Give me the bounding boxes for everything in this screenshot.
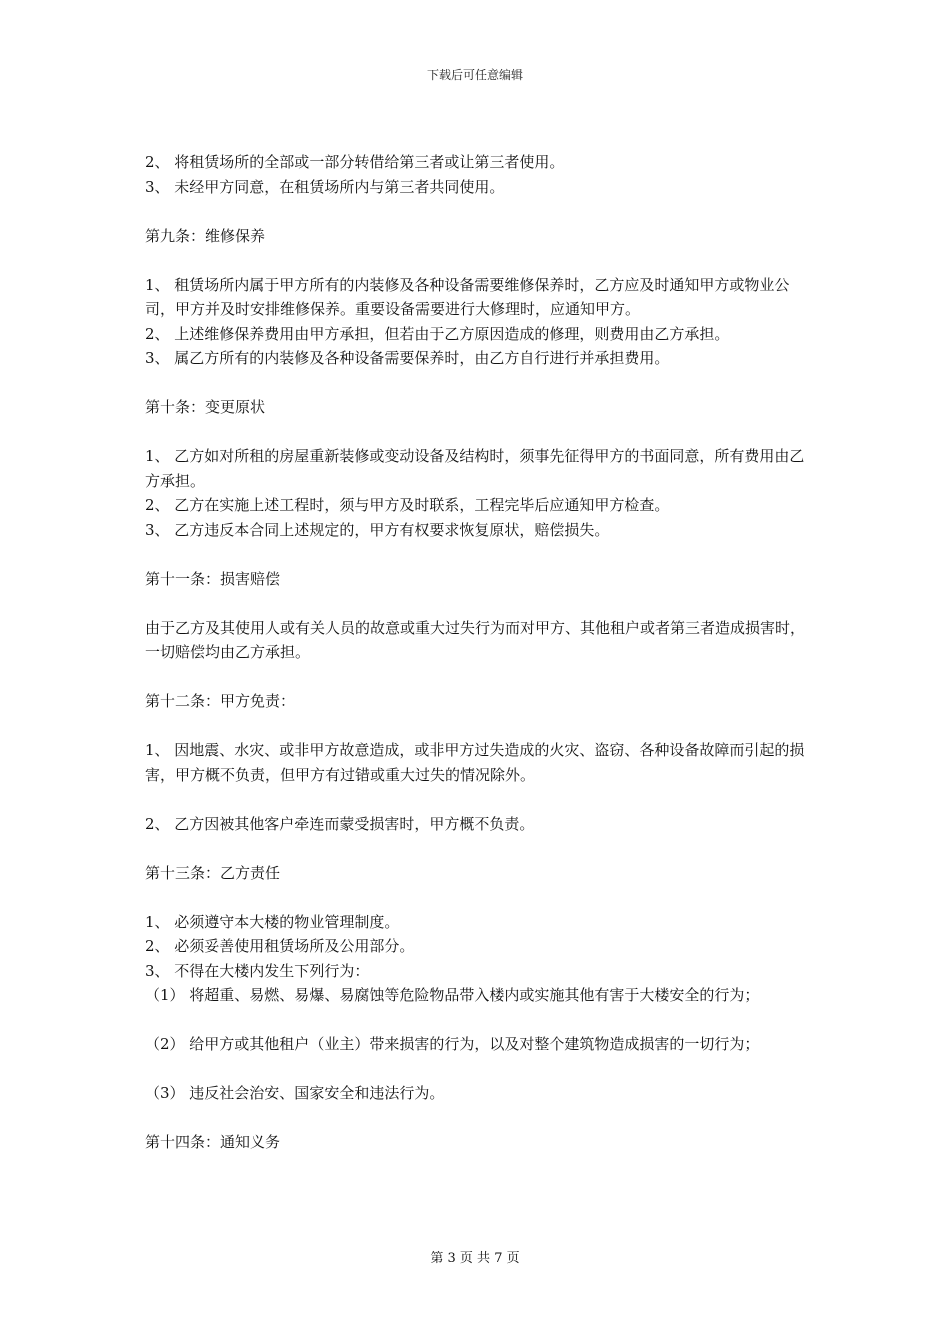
paragraph: 3、 属乙方所有的内装修及各种设备需要保养时，由乙方自行进行并承担费用。 [145, 349, 670, 367]
paragraph: 2、 上述维修保养费用由甲方承担，但若由于乙方原因造成的修理，则费用由乙方承担。 [145, 324, 730, 343]
paragraph-spacer [145, 1106, 810, 1131]
paragraph: （3） 违反社会治安、国家安全和违法行为。 [145, 1084, 445, 1102]
paragraph-spacer [145, 1057, 810, 1082]
paragraph: （2） 给甲方或其他租户（业主）带来损害的行为，以及对整个建筑物造成损害的一切行为； [145, 1035, 760, 1053]
paragraph: 2、 必须妥善使用租赁场所及公用部分。 [145, 937, 415, 955]
paragraph: 3、 乙方违反本合同上述规定的，甲方有权要求恢复原状，赔偿损失。 [145, 520, 610, 539]
paragraph-spacer [145, 591, 810, 616]
paragraph-spacer [145, 665, 810, 690]
paragraph-spacer [145, 836, 810, 861]
paragraph: 由于乙方及其使用人或有关人员的故意或重大过失行为而对甲方、其他租户或者第三者造成损害时，一切赔偿均由乙方承担。 [145, 618, 806, 661]
paragraph-spacer [145, 787, 810, 812]
paragraph: 2、 乙方因被其他客户牵连而蒙受损害时，甲方概不负责。 [145, 814, 535, 833]
paragraph-spacer [145, 248, 810, 273]
paragraph-spacer [145, 542, 810, 567]
section-heading: 第九条：维修保养 [145, 226, 266, 245]
paragraph-spacer [145, 714, 810, 739]
paragraph: 2、 将租赁场所的全部或一部分转借给第三者或让第三者使用。 [145, 153, 565, 171]
section-heading: 第十二条：甲方免责： [145, 692, 296, 710]
paragraph-spacer [145, 885, 810, 910]
paragraph-spacer [145, 371, 810, 396]
paragraph: 3、 未经甲方同意，在租赁场所内与第三者共同使用。 [145, 177, 505, 196]
section-heading: 第十条：变更原状 [145, 398, 266, 416]
paragraph: （1） 将超重、易燃、易爆、易腐蚀等危险物品带入楼内或实施其他有害于大楼安全的行为； [145, 986, 760, 1004]
paragraph: 3、 不得在大楼内发生下列行为： [145, 961, 370, 980]
paragraph: 1、 租赁场所内属于甲方所有的内装修及各种设备需要维修保养时，乙方应及时通知甲方或物业公司，甲方并及时安排维修保养。重要设备需要进行大修理时，应通知甲方。 [145, 275, 790, 318]
page-header: 下载后可任意编辑 [426, 68, 523, 82]
page-footer: 第 3 页 共 7 页 [430, 1251, 520, 1266]
paragraph: 1、 乙方如对所租的房屋重新装修或变动设备及结构时，须事先征得甲方的书面同意，所有费用由乙方承担。 [145, 447, 805, 490]
paragraph-spacer [145, 420, 810, 445]
paragraph-spacer [145, 1008, 810, 1033]
section-heading: 第十四条：通知义务 [145, 1133, 281, 1151]
paragraph: 1、 因地震、水灾、或非甲方故意造成，或非甲方过失造成的火灾、盗窃、各种设备故障而引起的损害，甲方概不负责，但甲方有过错或重大过失的情况除外。 [145, 741, 805, 784]
section-heading: 第十一条：损害赔偿 [145, 569, 281, 588]
document-body [145, 150, 810, 1155]
paragraph: 2、 乙方在实施上述工程时，须与甲方及时联系，工程完毕后应通知甲方检查。 [145, 496, 670, 514]
section-heading: 第十三条：乙方责任 [145, 863, 281, 882]
paragraph-spacer [145, 199, 810, 224]
paragraph: 1、 必须遵守本大楼的物业管理制度。 [145, 912, 400, 931]
